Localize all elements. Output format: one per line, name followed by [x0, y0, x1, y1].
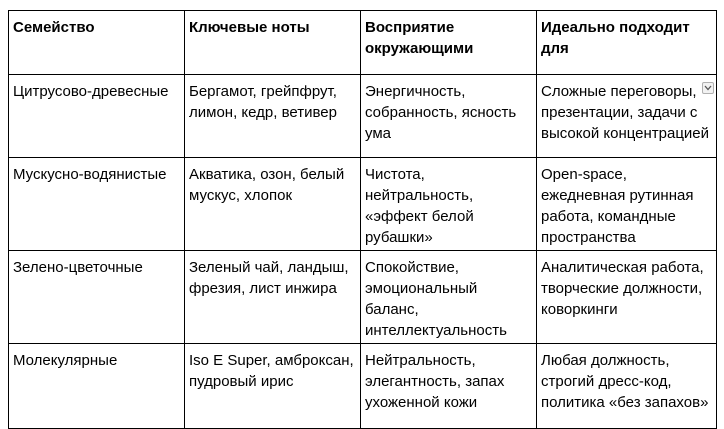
table-row [9, 251, 717, 344]
table-cell-notes[interactable]: Iso E Super, амброксан, пудровый ирис [185, 344, 361, 429]
table-row [9, 158, 717, 251]
table-cell-perception[interactable]: Чистота, нейтральность, «эффект белой рубашки» [361, 158, 537, 251]
table-cell-family[interactable]: Цитрусово-древесные [9, 75, 185, 158]
table-cell-notes[interactable]: Зеленый чай, ландыш, фрезия, лист инжира [185, 251, 361, 344]
header-family[interactable]: Семейство [9, 11, 185, 75]
header-perception[interactable]: Восприятие окружающими [361, 11, 537, 75]
fragrance-table [8, 10, 717, 429]
table-cell-family[interactable]: Зелено-цветочные [9, 251, 185, 344]
table-cell-ideal-for[interactable]: Любая должность, строгий дресс-код, политика «без запахов» [537, 344, 717, 429]
table-cell-ideal-for[interactable]: Open-space, ежедневная рутинная работа, командные пространства [537, 158, 717, 251]
table-cell-perception[interactable]: Энергичность, собранность, ясность ума [361, 75, 537, 158]
chevron-down-icon[interactable] [702, 82, 714, 94]
header-ideal-for[interactable]: Идеально подходит для [537, 11, 717, 75]
table-cell-perception[interactable]: Спокойствие, эмоциональный баланс, интеллектуальность [361, 251, 537, 344]
cell-content-wrapper [541, 81, 713, 144]
table-cell-notes[interactable]: Акватика, озон, белый мускус, хлопок [185, 158, 361, 251]
table-cell-ideal-for-text: Сложные переговоры, презентации, задачи с высокой концентрацией [541, 83, 710, 142]
table-cell-family[interactable]: Молекулярные [9, 344, 185, 429]
table-cell-ideal-for[interactable] [537, 75, 717, 158]
header-key-notes[interactable]: Ключевые ноты [185, 11, 361, 75]
table-cell-perception[interactable]: Нейтральность, элегантность, запах ухоженной кожи [361, 344, 537, 429]
table-cell-family[interactable]: Мускусно-водянистые [9, 158, 185, 251]
table-row [9, 75, 717, 158]
table-cell-ideal-for[interactable]: Аналитическая работа, творческие должности, коворкинги [537, 251, 717, 344]
table-header-row [9, 11, 717, 75]
table-cell-notes[interactable]: Бергамот, грейпфрут, лимон, кедр, ветивер [185, 75, 361, 158]
table-row [9, 344, 717, 429]
